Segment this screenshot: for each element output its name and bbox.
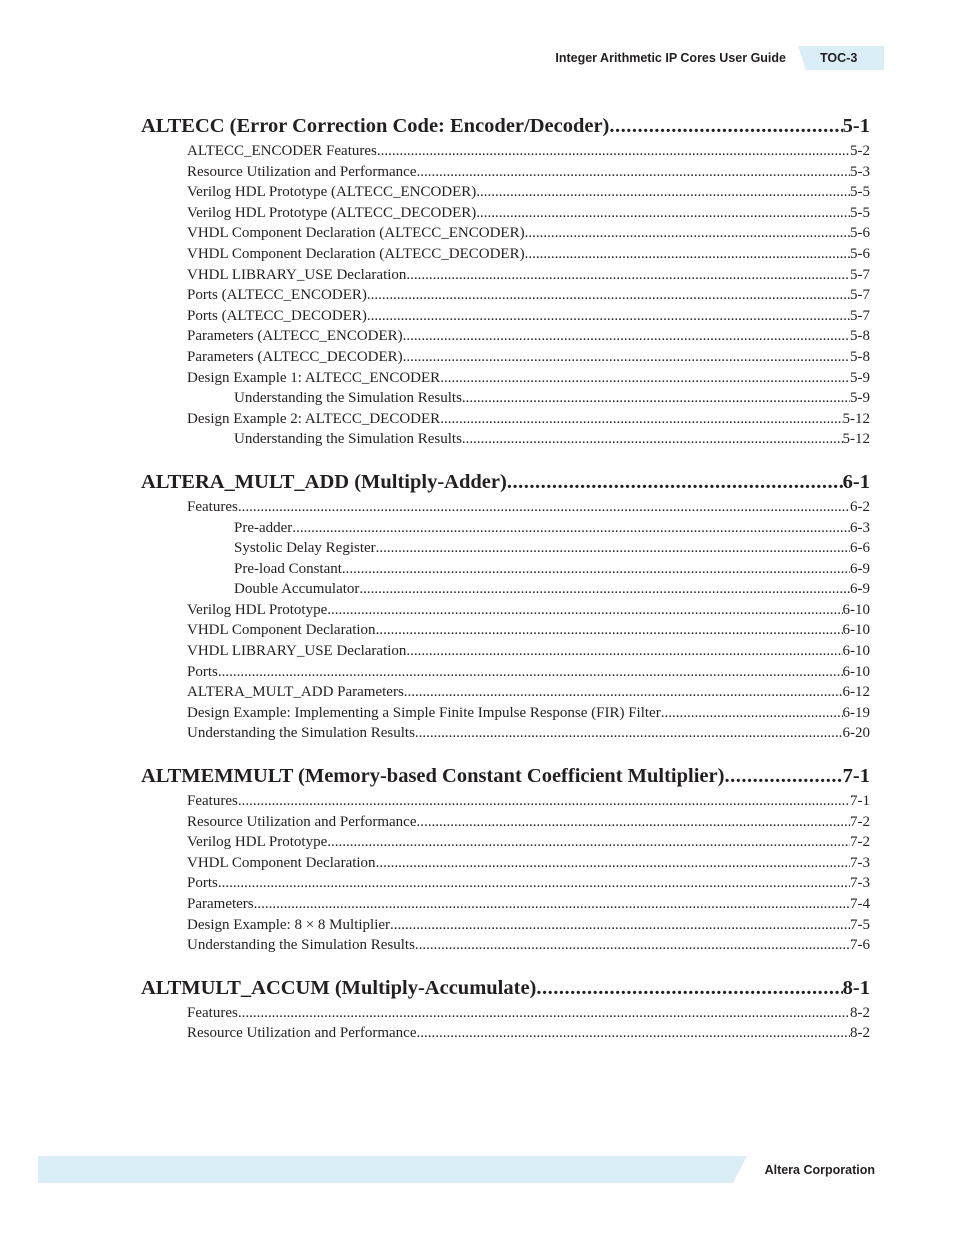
footer-company: Altera Corporation xyxy=(764,1163,875,1177)
entry-page-number: 7-5 xyxy=(850,916,870,933)
toc-section-entry[interactable] xyxy=(141,203,870,224)
entry-page-number: 6-12 xyxy=(842,684,870,701)
toc-section-entry[interactable] xyxy=(141,620,870,641)
entry-title: Ports xyxy=(187,875,218,892)
chapter-page-number: 7-1 xyxy=(842,765,870,788)
dot-leader xyxy=(525,223,850,244)
dot-leader xyxy=(417,812,851,833)
entry-title: Understanding the Simulation Results xyxy=(234,390,462,407)
entry-page-number: 5-12 xyxy=(842,410,870,427)
chapter-title: ALTERA_MULT_ADD (Multiply-Adder) xyxy=(141,470,507,493)
toc-subsection-entry[interactable] xyxy=(141,429,870,450)
entry-title: Understanding the Simulation Results xyxy=(187,725,415,742)
entry-title: Verilog HDL Prototype (ALTECC_DECODER) xyxy=(187,204,477,221)
toc-subsection-entry[interactable] xyxy=(141,538,870,559)
entry-page-number: 5-8 xyxy=(850,348,870,365)
toc-section-entry[interactable] xyxy=(141,894,870,915)
entry-title: Verilog HDL Prototype (ALTECC_ENCODER) xyxy=(187,184,477,201)
toc-section-entry[interactable] xyxy=(141,1023,870,1044)
dot-leader xyxy=(376,620,843,641)
dot-leader xyxy=(462,388,850,409)
toc-chapter xyxy=(141,763,870,956)
entry-title: Features xyxy=(187,498,238,515)
entry-page-number: 6-10 xyxy=(842,663,870,680)
toc-section-entry[interactable] xyxy=(141,641,870,662)
toc-section-entry[interactable] xyxy=(141,409,870,430)
dot-leader xyxy=(417,162,851,183)
entry-title: Ports (ALTECC_ENCODER) xyxy=(187,287,367,304)
entry-title: Resource Utilization and Performance xyxy=(187,163,417,180)
dot-leader xyxy=(609,113,842,139)
entry-page-number: 6-20 xyxy=(842,725,870,742)
toc-section-entry[interactable] xyxy=(141,791,870,812)
dot-leader xyxy=(476,203,850,224)
dot-leader xyxy=(406,265,850,286)
dot-leader xyxy=(238,497,850,518)
chapter-title: ALTMEMMULT (Memory-based Constant Coefficient Multiplier) xyxy=(141,765,725,788)
toc-section-entry[interactable] xyxy=(141,853,870,874)
entry-page-number: 6-3 xyxy=(850,519,870,536)
entry-title: Parameters (ALTECC_DECODER) xyxy=(187,348,403,365)
entry-page-number: 5-5 xyxy=(850,184,870,201)
entry-page-number: 7-3 xyxy=(850,875,870,892)
toc-chapter-entry[interactable] xyxy=(141,763,870,789)
toc-section-entry[interactable] xyxy=(141,873,870,894)
dot-leader xyxy=(367,306,850,327)
toc-section-entry[interactable] xyxy=(141,1003,870,1024)
dot-leader xyxy=(661,703,843,724)
entry-title: VHDL Component Declaration (ALTECC_ENCODER) xyxy=(187,225,525,242)
toc-chapter-entry[interactable] xyxy=(141,469,870,495)
entry-title: VHDL Component Declaration xyxy=(187,854,376,871)
entry-title: ALTERA_MULT_ADD Parameters xyxy=(187,684,404,701)
entry-title: Ports (ALTECC_DECODER) xyxy=(187,307,367,324)
entry-title: ALTECC_ENCODER Features xyxy=(187,143,377,159)
dot-leader xyxy=(462,429,843,450)
entry-title: Design Example 1: ALTECC_ENCODER xyxy=(187,369,441,386)
toc-section-entry[interactable] xyxy=(141,326,870,347)
entry-page-number: 5-2 xyxy=(850,143,870,159)
dot-leader xyxy=(406,641,842,662)
entry-title: VHDL Component Declaration (ALTECC_DECODER) xyxy=(187,245,525,262)
entry-page-number: 5-6 xyxy=(850,225,870,242)
chapter-title: ALTMULT_ACCUM (Multiply-Accumulate) xyxy=(141,976,537,999)
table-of-contents xyxy=(141,113,870,1063)
entry-title: VHDL LIBRARY_USE Declaration xyxy=(187,266,407,283)
dot-leader xyxy=(403,326,850,347)
entry-title: VHDL LIBRARY_USE Declaration xyxy=(187,643,407,660)
toc-section-entry[interactable] xyxy=(141,141,870,162)
entry-page-number: 5-5 xyxy=(850,204,870,221)
dot-leader xyxy=(327,600,842,621)
toc-section-entry[interactable] xyxy=(141,662,870,683)
dot-leader xyxy=(440,409,842,430)
entry-title: Resource Utilization and Performance xyxy=(187,813,417,830)
entry-page-number: 5-6 xyxy=(850,245,870,262)
chapter-page-number: 6-1 xyxy=(842,470,870,493)
page-label: TOC-3 xyxy=(820,51,858,65)
document-title: Integer Arithmetic IP Cores User Guide xyxy=(555,51,786,65)
entry-title: Verilog HDL Prototype xyxy=(187,601,328,618)
entry-page-number: 6-9 xyxy=(850,581,870,598)
entry-page-number: 6-10 xyxy=(842,643,870,660)
toc-section-entry[interactable] xyxy=(141,265,870,286)
dot-leader xyxy=(415,935,850,956)
dot-leader xyxy=(476,182,850,203)
dot-leader xyxy=(377,141,850,162)
toc-chapter xyxy=(141,113,870,450)
dot-leader xyxy=(367,285,850,306)
entry-title: Verilog HDL Prototype xyxy=(187,834,328,851)
entry-page-number: 7-2 xyxy=(850,813,870,830)
toc-subsection-entry[interactable] xyxy=(141,518,870,539)
entry-title: Systolic Delay Register xyxy=(234,540,376,557)
entry-page-number: 7-4 xyxy=(850,896,870,912)
toc-chapter xyxy=(141,975,870,1044)
toc-section-entry[interactable] xyxy=(141,935,870,956)
entry-title: Design Example 2: ALTECC_DECODER xyxy=(187,410,441,427)
entry-title: Ports xyxy=(187,663,218,680)
toc-subsection-entry[interactable] xyxy=(141,388,870,409)
dot-leader xyxy=(218,662,843,683)
entry-page-number: 6-10 xyxy=(842,622,870,639)
entry-page-number: 6-2 xyxy=(850,498,870,515)
toc-section-entry[interactable] xyxy=(141,832,870,853)
entry-page-number: 5-9 xyxy=(850,369,870,386)
entry-title: Pre-adder xyxy=(234,519,293,536)
toc-section-entry[interactable] xyxy=(141,162,870,183)
toc-section-entry[interactable] xyxy=(141,347,870,368)
dot-leader xyxy=(390,915,850,936)
entry-title: Understanding the Simulation Results xyxy=(187,937,415,954)
dot-leader xyxy=(536,975,842,1001)
entry-title: Double Accumulator xyxy=(234,581,360,598)
toc-chapter-entry[interactable] xyxy=(141,113,870,139)
entry-title: Design Example: 8 × 8 Multiplier xyxy=(187,916,391,933)
toc-section-entry[interactable] xyxy=(141,497,870,518)
toc-section-entry[interactable] xyxy=(141,244,870,265)
dot-leader xyxy=(218,873,850,894)
entry-page-number: 7-2 xyxy=(850,834,870,851)
entry-page-number: 5-7 xyxy=(850,287,870,304)
toc-section-entry[interactable] xyxy=(141,723,870,744)
dot-leader xyxy=(440,368,850,389)
entry-page-number: 5-7 xyxy=(850,266,870,283)
footer-band xyxy=(38,1156,747,1183)
entry-title: Parameters (ALTECC_ENCODER) xyxy=(187,328,403,345)
entry-title: Features xyxy=(187,1004,238,1021)
toc-chapter-entry[interactable] xyxy=(141,975,870,1001)
toc-chapter xyxy=(141,469,870,744)
entry-page-number: 8-2 xyxy=(850,1025,870,1042)
dot-leader xyxy=(376,853,850,874)
entry-page-number: 5-3 xyxy=(850,163,870,180)
dot-leader xyxy=(238,1003,850,1024)
entry-page-number: 6-9 xyxy=(850,560,870,577)
toc-section-entry[interactable] xyxy=(141,285,870,306)
dot-leader xyxy=(404,682,843,703)
toc-section-entry[interactable] xyxy=(141,703,870,724)
toc-subsection-entry[interactable] xyxy=(141,579,870,600)
toc-section-entry[interactable] xyxy=(141,812,870,833)
dot-leader xyxy=(415,723,843,744)
chapter-page-number: 5-1 xyxy=(842,115,870,137)
toc-section-entry[interactable] xyxy=(141,915,870,936)
entry-title: Understanding the Simulation Results xyxy=(234,431,462,448)
toc-section-entry[interactable] xyxy=(141,368,870,389)
entry-page-number: 6-19 xyxy=(842,704,870,721)
toc-section-entry[interactable] xyxy=(141,182,870,203)
entry-title: VHDL Component Declaration xyxy=(187,622,376,639)
dot-leader xyxy=(376,538,850,559)
dot-leader xyxy=(724,763,842,789)
dot-leader xyxy=(327,832,850,853)
dot-leader xyxy=(254,894,850,915)
entry-page-number: 6-6 xyxy=(850,540,870,557)
entry-title: Design Example: Implementing a Simple Finite Impulse Response (FIR) Filter xyxy=(187,704,661,721)
dot-leader xyxy=(417,1023,851,1044)
entry-page-number: 6-10 xyxy=(842,601,870,618)
entry-page-number: 7-6 xyxy=(850,937,870,954)
toc-subsection-entry[interactable] xyxy=(141,559,870,580)
entry-page-number: 8-2 xyxy=(850,1004,870,1021)
toc-section-entry[interactable] xyxy=(141,600,870,621)
entry-page-number: 7-3 xyxy=(850,854,870,871)
toc-section-entry[interactable] xyxy=(141,223,870,244)
entry-title: Parameters xyxy=(187,896,254,912)
entry-page-number: 5-7 xyxy=(850,307,870,324)
entry-title: Pre-load Constant xyxy=(234,560,342,577)
chapter-page-number: 8-1 xyxy=(842,976,870,999)
entry-page-number: 7-1 xyxy=(850,793,870,810)
dot-leader xyxy=(342,559,850,580)
dot-leader xyxy=(292,518,850,539)
entry-page-number: 5-12 xyxy=(842,431,870,448)
toc-section-entry[interactable] xyxy=(141,306,870,327)
dot-leader xyxy=(238,791,850,812)
entry-page-number: 5-8 xyxy=(850,328,870,345)
dot-leader xyxy=(507,469,843,495)
entry-title: Resource Utilization and Performance xyxy=(187,1025,417,1042)
entry-title: Features xyxy=(187,793,238,810)
entry-page-number: 5-9 xyxy=(850,390,870,407)
chapter-title: ALTECC (Error Correction Code: Encoder/Decoder) xyxy=(141,115,610,137)
dot-leader xyxy=(403,347,850,368)
dot-leader xyxy=(359,579,850,600)
dot-leader xyxy=(525,244,850,265)
toc-section-entry[interactable] xyxy=(141,682,870,703)
